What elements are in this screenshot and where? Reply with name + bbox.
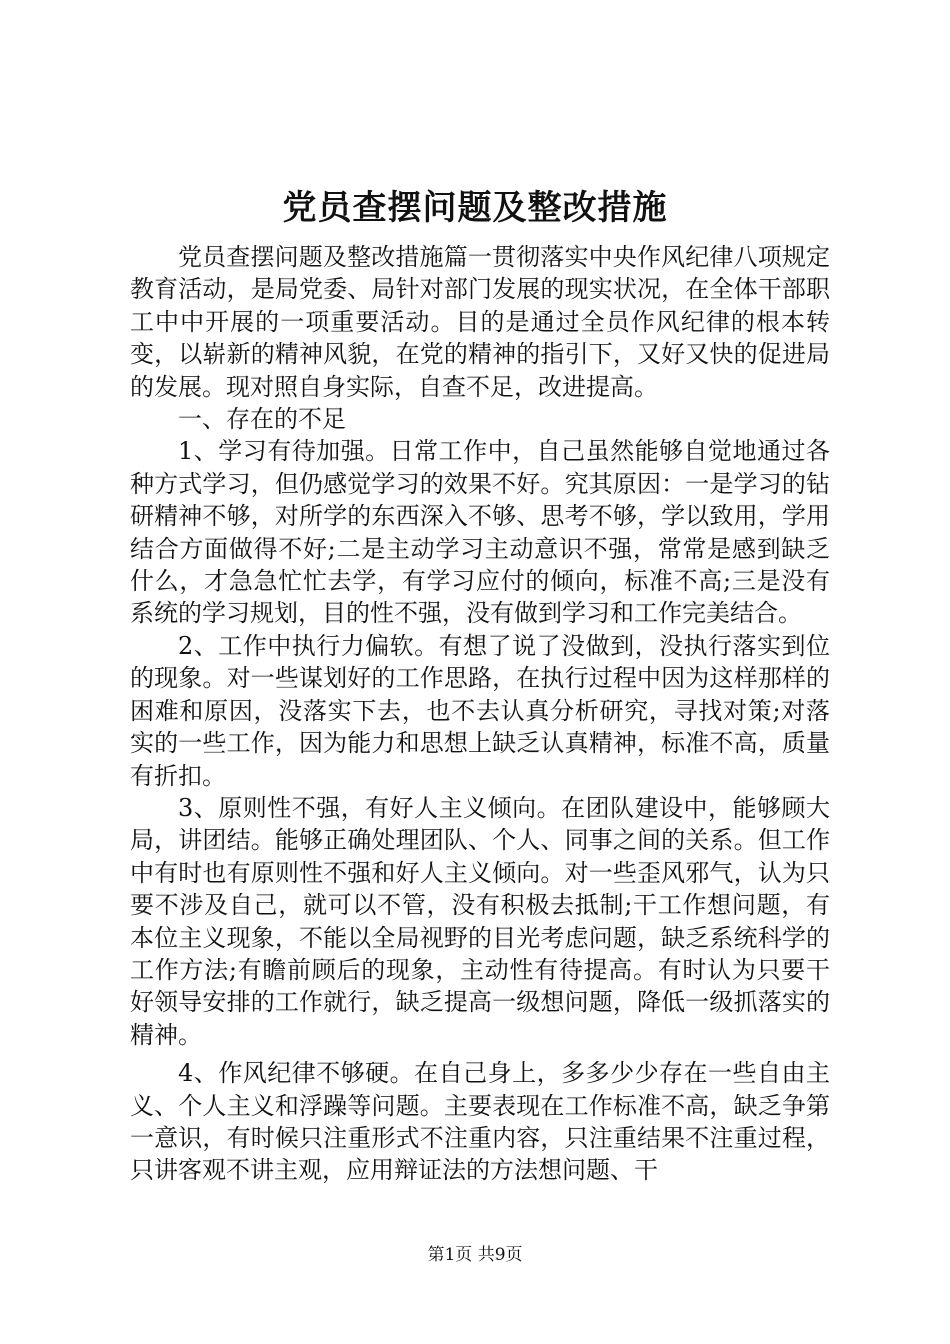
page-footer: [0, 1243, 950, 1267]
item-3-paragraph: 3、原则性不强，有好人主义倾向。在团队建设中，能够顾大局，讲团结。能够正确处理团队、个人、同事之间的关系。但工作中有时也有原则性不强和好人主义倾向。对一些歪风邪气，认为只要不涉及自己，就可以不管，没有积极去抵制;干工作想问题，有本位主义现象，不能以全局视野的目光考虑问题，缺乏系统科学的工作方法;有瞻前顾后的现象，主动性有待提高。有时认为只要干好领导安排的工作就行，缺乏提高一级想问题，降低一级抓落实的精神。: [130, 793, 830, 1049]
item-1-paragraph: 1、学习有待加强。日常工作中，自己虽然能够自觉地通过各种方式学习，但仍感觉学习的效果不好。究其原因：一是学习的钻研精神不够，对所学的东西深入不够、思考不够，学以致用，学用结合方面做得不好;二是主动学习主动意识不强，常常是感到缺乏什么，才急急忙忙去学，有学习应付的倾向，标准不高;三是没有系统的学习规划，目的性不强，没有做到学习和工作完美结合。: [130, 437, 830, 628]
section-heading: 一、存在的不足: [178, 405, 346, 434]
item-4-paragraph: 4、作风纪律不够硬。在自己身上，多多少少存在一些自由主义、个人主义和浮躁等问题。主要表现在工作标准不高，缺乏争第一意识，有时候只注重形式不注重内容，只注重结果不注重过程，只讲客观不讲主观，应用辩证法的方法想问题、干: [130, 1059, 830, 1185]
document-title: 党员查摆问题及整改措施: [282, 188, 668, 228]
document-body: [130, 241, 830, 1187]
item-2-paragraph: 2、工作中执行力偏软。有想了说了没做到，没执行落实到位的现象。对一些谋划好的工作思路，在执行过程中因为这样那样的困难和原因，没落实下去，也不去认真分析研究，寻找对策;对落实的一些工作，因为能力和思想上缺乏认真精神，标准不高，质量有折扣。: [130, 631, 830, 790]
intro-paragraph: 党员查摆问题及整改措施篇一贯彻落实中央作风纪律八项规定教育活动，是局党委、局针对部门发展的现实状况，在全体干部职工中中开展的一项重要活动。目的是通过全员作风纪律的根本转变，以崭新的精神风貌，在党的精神的指引下，又好又快的促进局的发展。现对照自身实际，自查不足，改进提高。: [130, 243, 830, 401]
page-number: 第1页 共9页: [427, 1245, 523, 1265]
